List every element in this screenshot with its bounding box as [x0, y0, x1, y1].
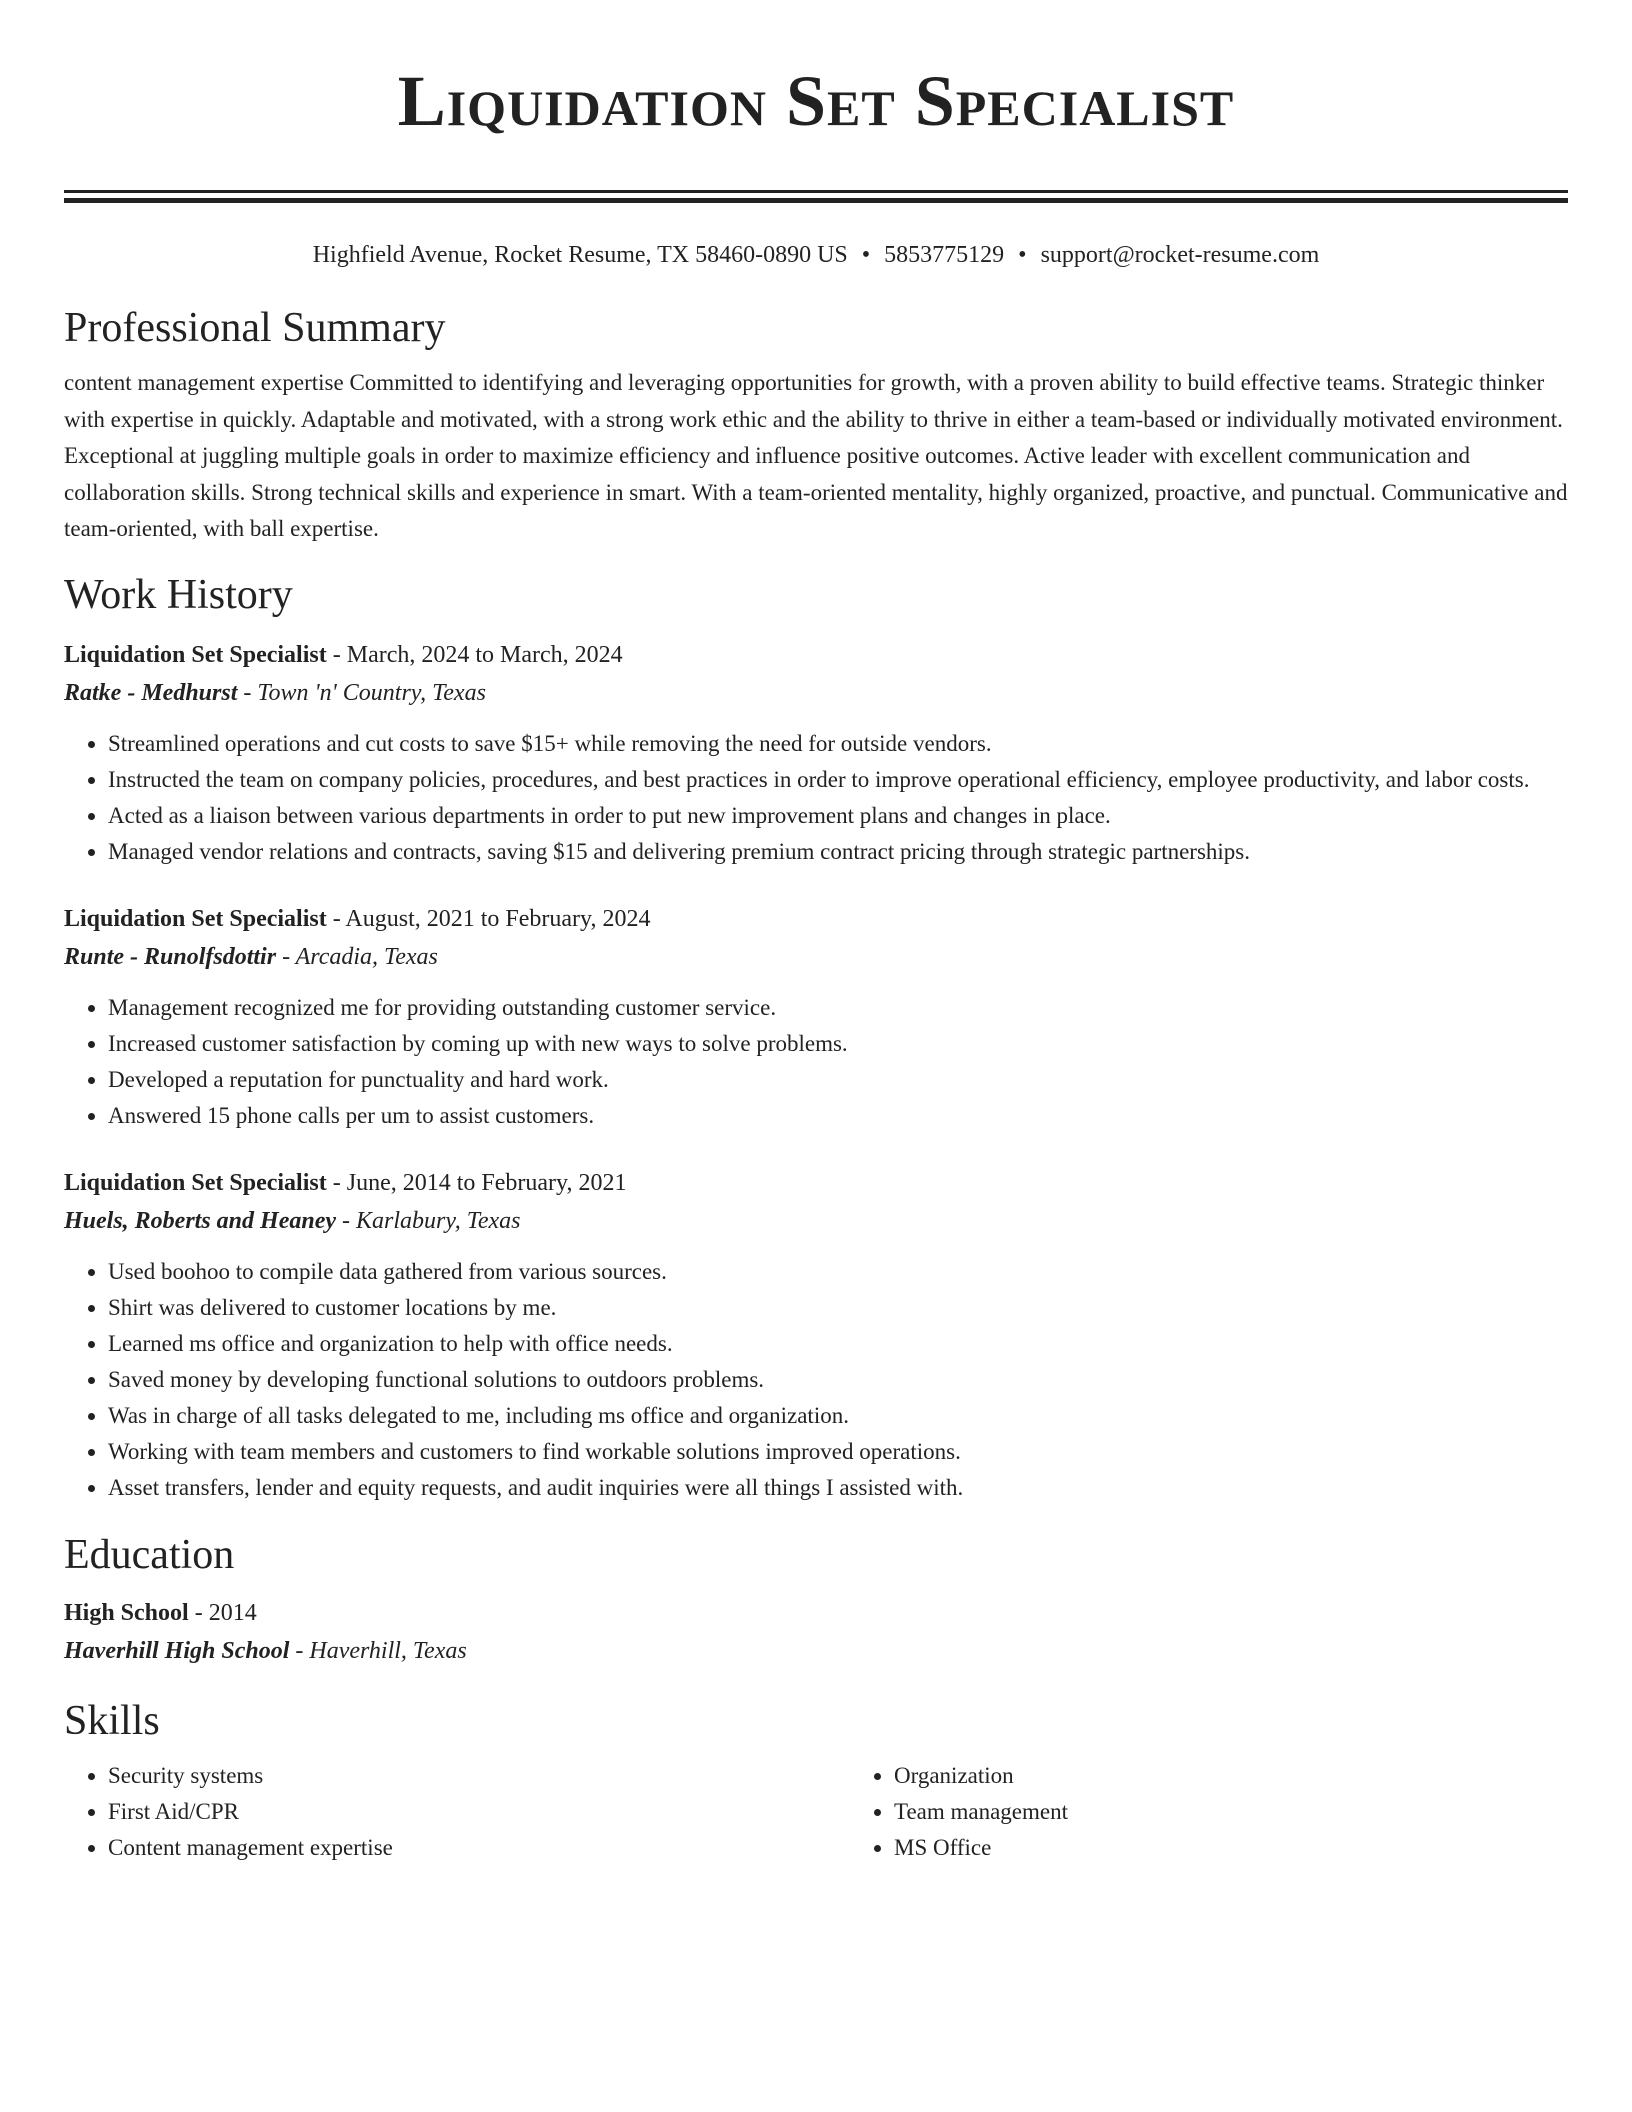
job-role: Liquidation Set Specialist — [64, 1169, 327, 1196]
education-degree-line — [64, 1594, 1568, 1632]
job-bullet: • Learned ms office and organization to help with office needs. — [108, 1326, 1568, 1362]
contact-address: Highfield Avenue, Rocket Resume, TX 58460-0890 US — [312, 242, 848, 268]
job-bullet: • Was in charge of all tasks delegated to me, including ms office and organization. — [108, 1398, 1568, 1434]
job-bullet: • Increased customer satisfaction by coming up with new ways to solve problems. — [108, 1026, 1568, 1062]
skills-columns — [64, 1758, 1568, 1866]
job-location: - Karlabury, Texas — [336, 1207, 521, 1234]
education-heading: Education — [64, 1531, 235, 1578]
contact-phone: 5853775129 — [884, 242, 1005, 268]
header-divider — [64, 190, 1568, 203]
job-title-line — [64, 1164, 1568, 1202]
job-bullets — [64, 1254, 1568, 1506]
skill-item: • Organization — [894, 1758, 1632, 1794]
skill-item: • Content management expertise — [108, 1830, 850, 1866]
job-dates: - August, 2021 to February, 2024 — [326, 905, 651, 932]
job-dates: - March, 2024 to March, 2024 — [326, 641, 623, 668]
education-school-line — [64, 1632, 1568, 1670]
job-bullet: • Working with team members and customers to find workable solutions improved operations. — [108, 1434, 1568, 1470]
contact-line — [64, 239, 1568, 271]
skills-heading: Skills — [64, 1697, 160, 1744]
skill-item: • Team management — [894, 1794, 1632, 1830]
job-title-line — [64, 900, 1568, 938]
education-entry — [64, 1594, 1568, 1670]
education-school: Haverhill High School — [64, 1637, 290, 1664]
job-bullet: • Instructed the team on company policies, procedures, and best practices in order to improve operational efficiency, employee productivity, and labor costs. — [108, 762, 1568, 798]
job-entry — [64, 900, 1568, 1134]
job-bullets — [64, 990, 1568, 1134]
job-company: Ratke - Medhurst — [64, 679, 238, 706]
job-role: Liquidation Set Specialist — [64, 905, 327, 932]
job-org-line — [64, 674, 1568, 712]
job-bullet: • Acted as a liaison between various departments in order to put new improvement plans and changes in place. — [108, 798, 1568, 834]
education-year: - 2014 — [188, 1599, 257, 1626]
skill-item: • First Aid/CPR — [108, 1794, 850, 1830]
job-bullet: • Developed a reputation for punctuality and hard work. — [108, 1062, 1568, 1098]
job-bullet: • Answered 15 phone calls per um to assist customers. — [108, 1098, 1568, 1134]
job-location: - Town 'n' Country, Texas — [237, 679, 486, 706]
job-bullet: • Used boohoo to compile data gathered from various sources. — [108, 1254, 1568, 1290]
job-bullets — [64, 726, 1568, 870]
education-degree: High School — [64, 1599, 189, 1626]
summary-text: content management expertise Committed to identifying and leveraging opportunities for growth, with a proven ability to build effective teams. Strategic thinker with expertise in quickly. Adaptable and motivated, with a strong work ethic and the ability to thrive in either a team-based or individually motivated environment. Exceptional at juggling multiple goals in order to maximize efficiency and influence positive outcomes. Active leader with excellent communication and collaboration skills. Strong technical skills and experience in smart. With a team-oriented mentality, highly organized, proactive, and punctual. Communicative and team-oriented, with ball expertise. — [64, 370, 1568, 541]
job-bullet: • Asset transfers, lender and equity requests, and audit inquiries were all things I assisted with. — [108, 1470, 1568, 1506]
contact-email: support@rocket-resume.com — [1040, 242, 1320, 268]
work-history-heading: Work History — [64, 571, 293, 618]
job-entry — [64, 636, 1568, 870]
skill-item: • Security systems — [108, 1758, 850, 1794]
education-location: - Haverhill, Texas — [289, 1637, 467, 1664]
skills-left-list — [64, 1758, 850, 1866]
contact-separator: • — [1018, 242, 1027, 268]
job-entry — [64, 1164, 1568, 1506]
job-bullet: • Managed vendor relations and contracts, saving $15 and delivering premium contract pricing through strategic partnerships. — [108, 834, 1568, 870]
skill-item: • MS Office — [894, 1830, 1632, 1866]
resume-name: Liquidation Set Specialist — [397, 61, 1235, 141]
job-company: Runte - Runolfsdottir — [64, 943, 277, 970]
job-bullet: • Shirt was delivered to customer locations by me. — [108, 1290, 1568, 1326]
contact-separator: • — [861, 242, 871, 268]
summary-heading: Professional Summary — [64, 305, 446, 351]
job-bullet: • Streamlined operations and cut costs to save $15+ while removing the need for outside vendors. — [108, 726, 1568, 762]
job-location: - Arcadia, Texas — [276, 943, 438, 970]
job-bullet: • Saved money by developing functional solutions to outdoors problems. — [108, 1362, 1568, 1398]
job-org-line — [64, 1202, 1568, 1240]
skills-right-list — [850, 1758, 1632, 1866]
job-company: Huels, Roberts and Heaney — [64, 1207, 337, 1234]
job-org-line — [64, 938, 1568, 976]
job-bullet: • Management recognized me for providing outstanding customer service. — [108, 990, 1568, 1026]
job-title-line — [64, 636, 1568, 674]
job-role: Liquidation Set Specialist — [64, 641, 327, 668]
job-dates: - June, 2014 to February, 2021 — [326, 1169, 627, 1196]
